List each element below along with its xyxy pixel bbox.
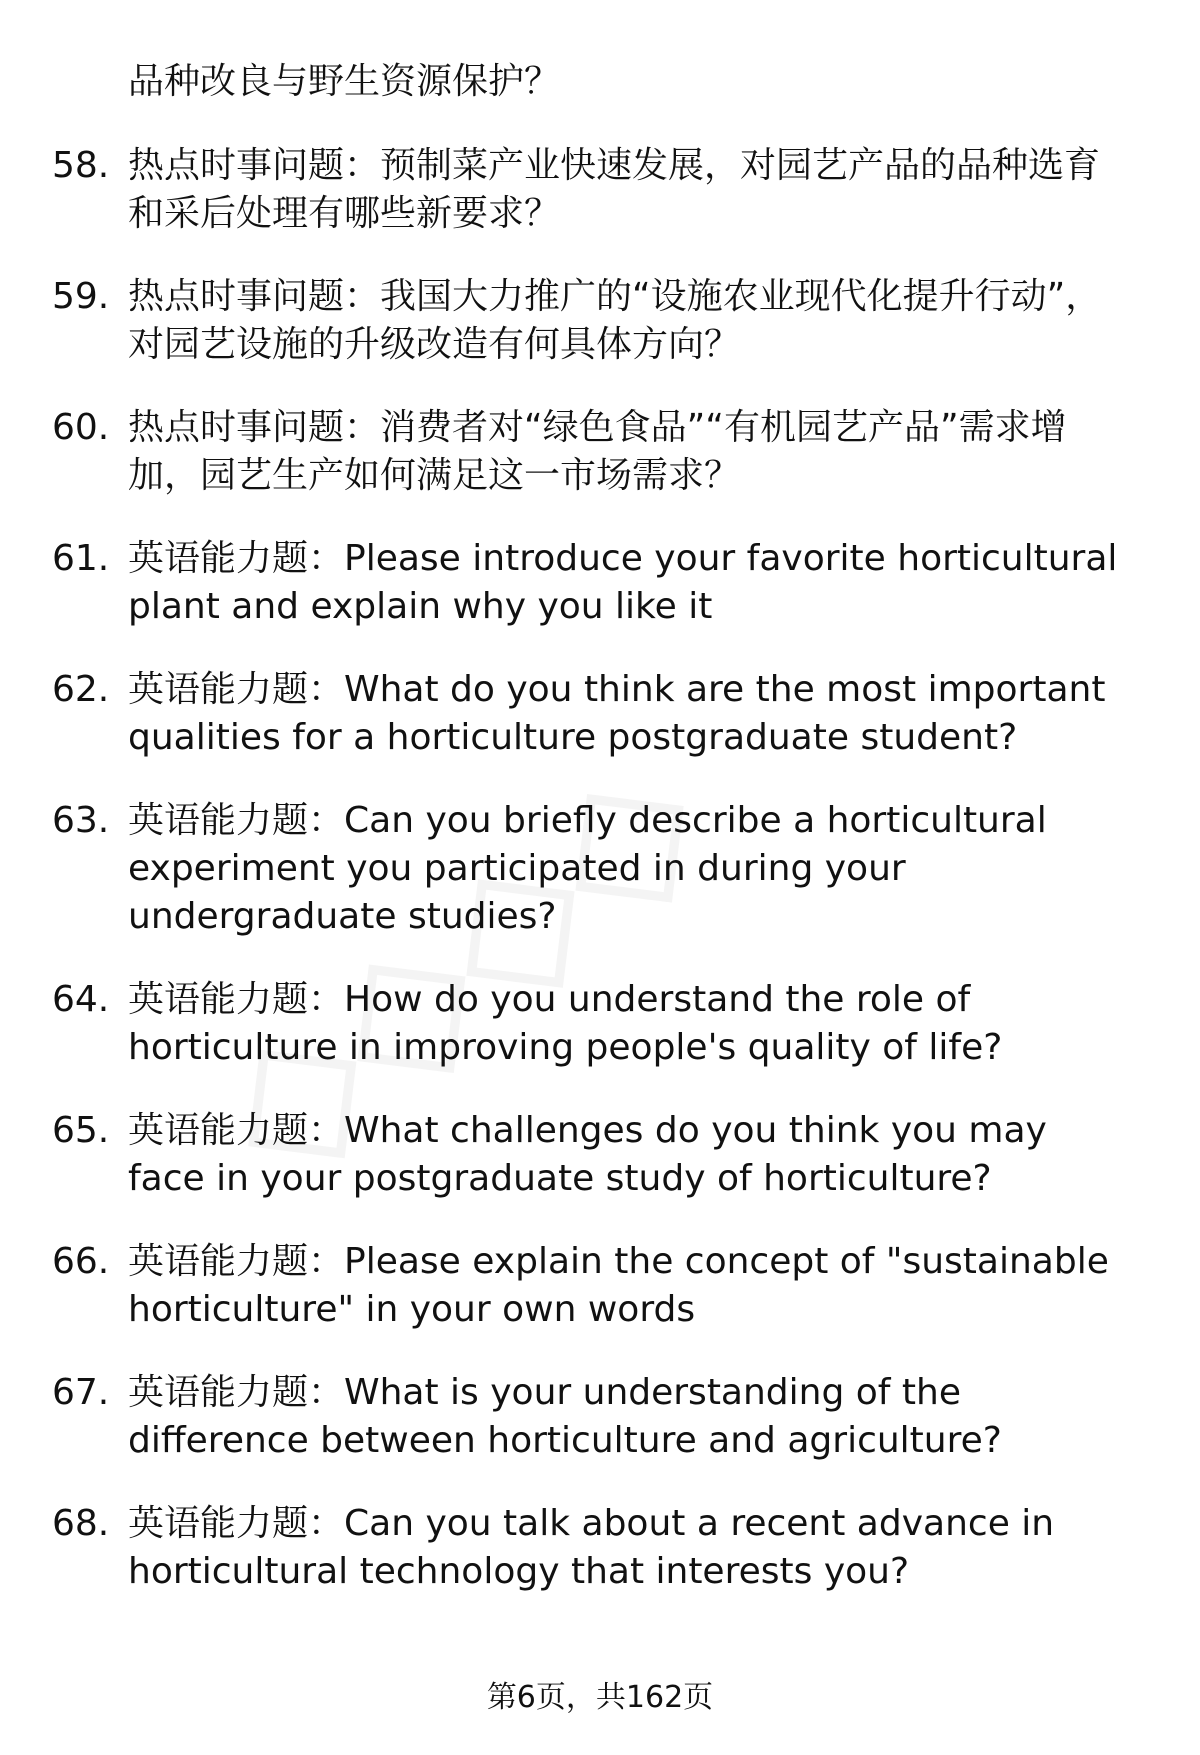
question-list	[52, 142, 1142, 1631]
page-footer: 第6页，共162页	[486, 1680, 714, 1715]
question-text: 热点时事问题：消费者对“绿色食品”“有机园艺产品”需求增加，园艺生产如何满足这一市场需求？	[128, 407, 1067, 496]
question-item	[52, 797, 1142, 941]
question-number: 60.	[52, 407, 110, 448]
question-number: 64.	[52, 979, 110, 1020]
question-item	[52, 976, 1142, 1072]
question-number: 65.	[52, 1110, 110, 1151]
question-text: 英语能力题：Can you briefly describe a horticultural experiment you participated in during your undergraduate studies?	[128, 800, 1047, 937]
question-item	[52, 142, 1142, 238]
question-number: 63.	[52, 800, 110, 841]
question-text: 英语能力题：Please explain the concept of "sustainable horticulture" in your own words	[128, 1241, 1109, 1330]
question-item	[52, 1238, 1142, 1334]
question-item	[52, 666, 1142, 762]
question-text: 英语能力题：What challenges do you think you may face in your postgraduate study of horticulture?	[128, 1110, 1047, 1199]
question-text: 英语能力题：Please introduce your favorite horticultural plant and explain why you like it	[128, 538, 1118, 627]
question-number: 58.	[52, 145, 110, 186]
question-text: 英语能力题：What is your understanding of the difference between horticulture and agriculture?	[128, 1372, 1002, 1461]
question-number: 66.	[52, 1241, 110, 1282]
question-number: 59.	[52, 276, 110, 317]
question-text: 热点时事问题：预制菜产业快速发展，对园艺产品的品种选育和采后处理有哪些新要求？	[128, 145, 1101, 234]
question-text: 英语能力题：How do you understand the role of horticulture in improving people's quality of life?	[128, 979, 1003, 1068]
question-item	[52, 1369, 1142, 1465]
question-text: 英语能力题：Can you talk about a recent advance in horticultural technology that interests you?	[128, 1503, 1055, 1592]
question-text: 英语能力题：What do you think are the most important qualities for a horticulture postgraduate student?	[128, 669, 1106, 758]
continuation-text: 品种改良与野生资源保护？	[128, 61, 561, 102]
question-text: 热点时事问题：我国大力推广的“设施农业现代化提升行动”，对园艺设施的升级改造有何具体方向？	[128, 276, 1102, 365]
question-item	[52, 1500, 1142, 1596]
question-number: 68.	[52, 1503, 110, 1544]
question-item	[52, 404, 1142, 500]
question-number: 67.	[52, 1372, 110, 1413]
question-item	[52, 273, 1142, 369]
question-number: 62.	[52, 669, 110, 710]
question-number: 61.	[52, 538, 110, 579]
question-item	[52, 535, 1142, 631]
question-item	[52, 1107, 1142, 1203]
